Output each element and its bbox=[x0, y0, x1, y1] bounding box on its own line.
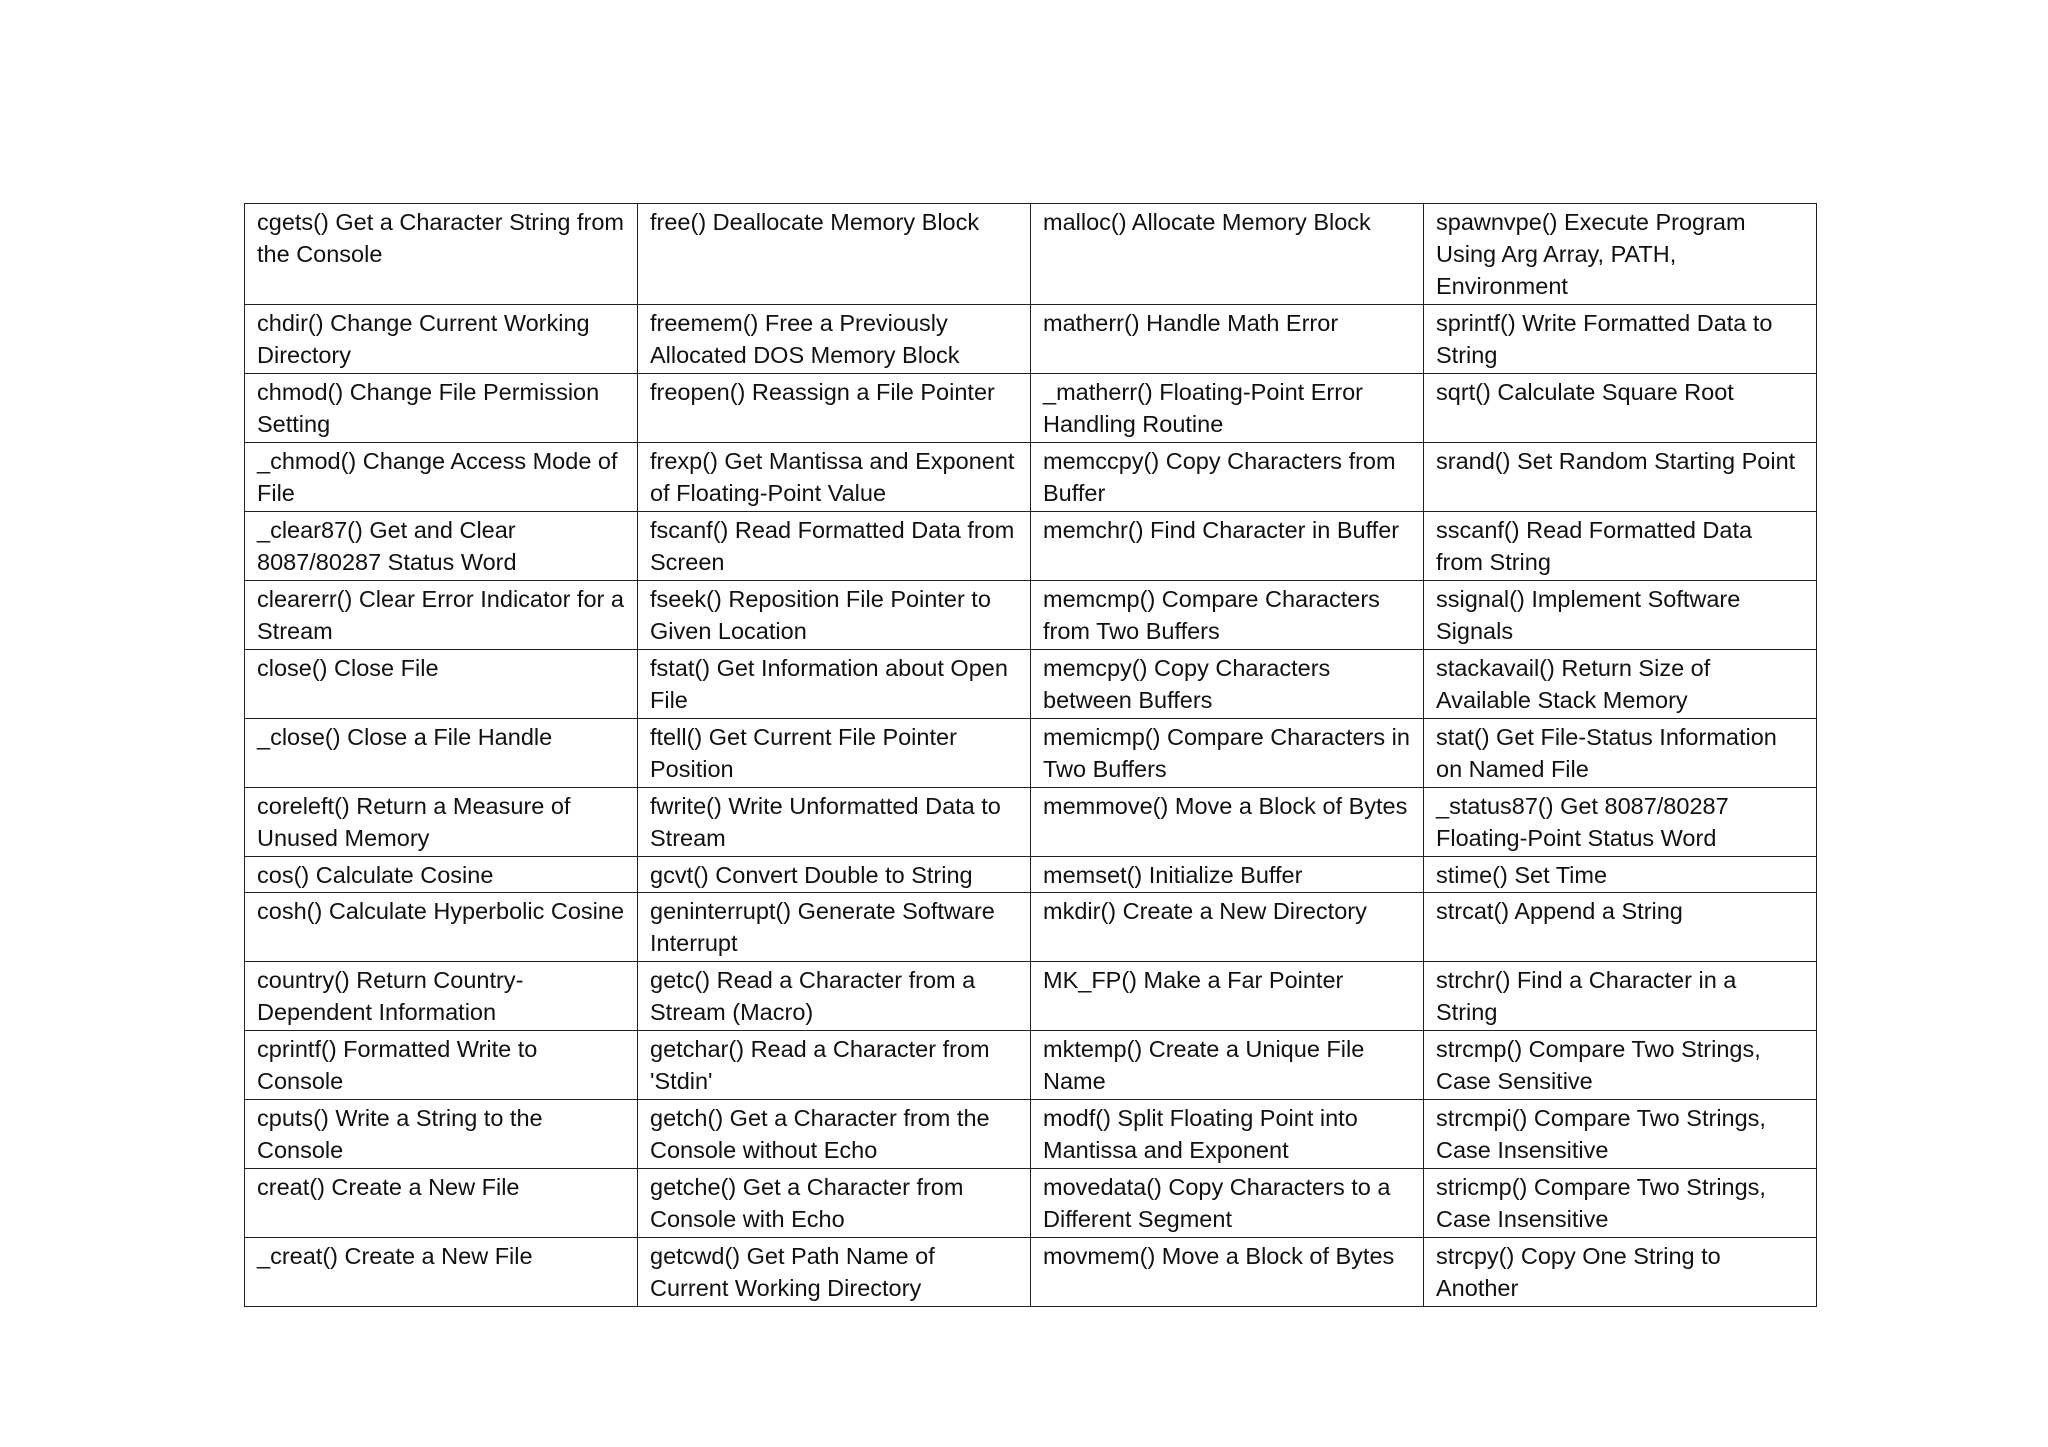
table-cell: chmod() Change File Permission Setting bbox=[245, 374, 638, 443]
table-cell: memmove() Move a Block of Bytes bbox=[1031, 788, 1424, 857]
table-row bbox=[245, 512, 1817, 581]
table-row bbox=[245, 650, 1817, 719]
table-cell: strcat() Append a String bbox=[1424, 893, 1817, 962]
table-cell: movedata() Copy Characters to a Different Segment bbox=[1031, 1169, 1424, 1238]
table-cell: spawnvpe() Execute Program Using Arg Array, PATH, Environment bbox=[1424, 204, 1817, 305]
table-cell: stime() Set Time bbox=[1424, 857, 1817, 893]
table-cell: stackavail() Return Size of Available Stack Memory bbox=[1424, 650, 1817, 719]
table-row bbox=[245, 443, 1817, 512]
table-cell: _chmod() Change Access Mode of File bbox=[245, 443, 638, 512]
table-row bbox=[245, 719, 1817, 788]
table-cell: strcpy() Copy One String to Another bbox=[1424, 1238, 1817, 1307]
table-row bbox=[245, 788, 1817, 857]
table-cell: memcpy() Copy Characters between Buffers bbox=[1031, 650, 1424, 719]
table-cell: memset() Initialize Buffer bbox=[1031, 857, 1424, 893]
table-cell: strcmp() Compare Two Strings, Case Sensitive bbox=[1424, 1031, 1817, 1100]
table-cell: memccpy() Copy Characters from Buffer bbox=[1031, 443, 1424, 512]
function-reference-table bbox=[244, 203, 1817, 1307]
table-cell: stat() Get File-Status Information on Named File bbox=[1424, 719, 1817, 788]
table-row bbox=[245, 581, 1817, 650]
table-cell: movmem() Move a Block of Bytes bbox=[1031, 1238, 1424, 1307]
table-cell: getc() Read a Character from a Stream (Macro) bbox=[638, 962, 1031, 1031]
table-cell: cosh() Calculate Hyperbolic Cosine bbox=[245, 893, 638, 962]
table-cell: gcvt() Convert Double to String bbox=[638, 857, 1031, 893]
table-cell: MK_FP() Make a Far Pointer bbox=[1031, 962, 1424, 1031]
table-cell: getche() Get a Character from Console with Echo bbox=[638, 1169, 1031, 1238]
table-cell: _status87() Get 8087/80287 Floating-Point Status Word bbox=[1424, 788, 1817, 857]
table-cell: mktemp() Create a Unique File Name bbox=[1031, 1031, 1424, 1100]
table-cell: chdir() Change Current Working Directory bbox=[245, 305, 638, 374]
table-row bbox=[245, 1031, 1817, 1100]
table-cell: free() Deallocate Memory Block bbox=[638, 204, 1031, 305]
table-cell: country() Return Country-Dependent Information bbox=[245, 962, 638, 1031]
table-row bbox=[245, 962, 1817, 1031]
table-cell: fstat() Get Information about Open File bbox=[638, 650, 1031, 719]
table-row bbox=[245, 1238, 1817, 1307]
table-row bbox=[245, 204, 1817, 305]
table-cell: strchr() Find a Character in a String bbox=[1424, 962, 1817, 1031]
table-row bbox=[245, 1169, 1817, 1238]
table-cell: memcmp() Compare Characters from Two Buffers bbox=[1031, 581, 1424, 650]
table-cell: fscanf() Read Formatted Data from Screen bbox=[638, 512, 1031, 581]
table-cell: frexp() Get Mantissa and Exponent of Floating-Point Value bbox=[638, 443, 1031, 512]
table-row bbox=[245, 857, 1817, 893]
table-cell: sqrt() Calculate Square Root bbox=[1424, 374, 1817, 443]
table-cell: fseek() Reposition File Pointer to Given Location bbox=[638, 581, 1031, 650]
table-row bbox=[245, 305, 1817, 374]
table-cell: _clear87() Get and Clear 8087/80287 Status Word bbox=[245, 512, 638, 581]
table-cell: getchar() Read a Character from 'Stdin' bbox=[638, 1031, 1031, 1100]
table-cell: cputs() Write a String to the Console bbox=[245, 1100, 638, 1169]
table-cell: modf() Split Floating Point into Mantissa and Exponent bbox=[1031, 1100, 1424, 1169]
table-cell: sscanf() Read Formatted Data from String bbox=[1424, 512, 1817, 581]
table-cell: creat() Create a New File bbox=[245, 1169, 638, 1238]
table-cell: strcmpi() Compare Two Strings, Case Insensitive bbox=[1424, 1100, 1817, 1169]
table-cell: getch() Get a Character from the Console without Echo bbox=[638, 1100, 1031, 1169]
table-cell: geninterrupt() Generate Software Interrupt bbox=[638, 893, 1031, 962]
table-cell: cos() Calculate Cosine bbox=[245, 857, 638, 893]
table-cell: _matherr() Floating-Point Error Handling Routine bbox=[1031, 374, 1424, 443]
table-cell: ssignal() Implement Software Signals bbox=[1424, 581, 1817, 650]
table-cell: cprintf() Formatted Write to Console bbox=[245, 1031, 638, 1100]
table-cell: malloc() Allocate Memory Block bbox=[1031, 204, 1424, 305]
table-cell: freopen() Reassign a File Pointer bbox=[638, 374, 1031, 443]
table-cell: mkdir() Create a New Directory bbox=[1031, 893, 1424, 962]
table-cell: memchr() Find Character in Buffer bbox=[1031, 512, 1424, 581]
table-cell: freemem() Free a Previously Allocated DOS Memory Block bbox=[638, 305, 1031, 374]
table-cell: fwrite() Write Unformatted Data to Stream bbox=[638, 788, 1031, 857]
table-cell: srand() Set Random Starting Point bbox=[1424, 443, 1817, 512]
table-row bbox=[245, 893, 1817, 962]
table-cell: memicmp() Compare Characters in Two Buffers bbox=[1031, 719, 1424, 788]
table-row bbox=[245, 1100, 1817, 1169]
table-cell: matherr() Handle Math Error bbox=[1031, 305, 1424, 374]
table-cell: _creat() Create a New File bbox=[245, 1238, 638, 1307]
table-row bbox=[245, 374, 1817, 443]
table-cell: sprintf() Write Formatted Data to String bbox=[1424, 305, 1817, 374]
table-cell: _close() Close a File Handle bbox=[245, 719, 638, 788]
table-cell: stricmp() Compare Two Strings, Case Insensitive bbox=[1424, 1169, 1817, 1238]
table-cell: coreleft() Return a Measure of Unused Memory bbox=[245, 788, 638, 857]
table-cell: close() Close File bbox=[245, 650, 638, 719]
table-cell: clearerr() Clear Error Indicator for a Stream bbox=[245, 581, 638, 650]
table-cell: getcwd() Get Path Name of Current Working Directory bbox=[638, 1238, 1031, 1307]
table-cell: ftell() Get Current File Pointer Position bbox=[638, 719, 1031, 788]
table-cell: cgets() Get a Character String from the Console bbox=[245, 204, 638, 305]
